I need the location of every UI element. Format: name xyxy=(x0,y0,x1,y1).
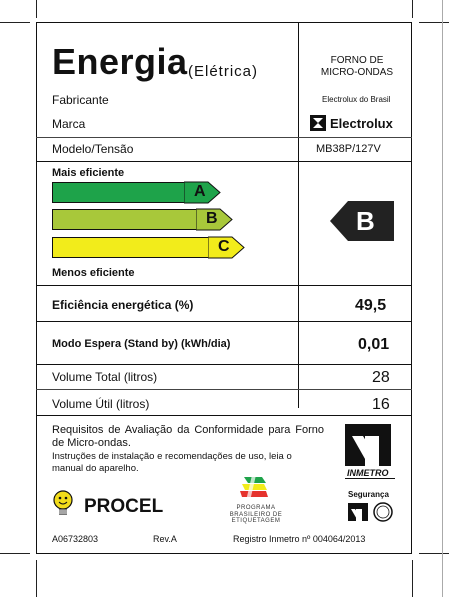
crop-mark xyxy=(419,22,449,23)
crop-mark xyxy=(442,0,443,597)
rating-letter: B xyxy=(356,206,375,236)
divider xyxy=(36,321,412,322)
eficiencia-value: 49,5 xyxy=(355,297,387,314)
standby-value: 0,01 xyxy=(358,336,390,353)
volume-total-value: 28 xyxy=(372,369,390,386)
programa-text xyxy=(226,505,286,525)
class-bar-c-fill xyxy=(52,237,209,258)
footer-rev: Rev.A xyxy=(153,534,177,544)
label-title: Energia xyxy=(52,41,188,82)
programa-etiquetagem-icon xyxy=(236,473,272,503)
class-letter-b: B xyxy=(206,210,218,227)
modelo-value: MB38P/127V xyxy=(316,143,381,155)
footer-registro: Registro Inmetro nº 004064/2013 xyxy=(233,534,366,544)
column-divider xyxy=(298,22,299,408)
crop-mark xyxy=(36,560,37,597)
electrolux-icon xyxy=(310,115,326,131)
inmetro-logo-icon xyxy=(343,422,393,468)
seguranca-seal-icon xyxy=(346,501,396,523)
modelo-label: Modelo/Tensão xyxy=(52,142,134,156)
crop-mark xyxy=(0,22,30,23)
divider xyxy=(36,137,412,138)
class-bar-a-fill xyxy=(52,182,185,203)
instructions-text: Instruções de instalação e recomendações de uso, leia o manual do aparelho. xyxy=(52,451,292,474)
fabricante-label: Fabricante xyxy=(52,93,109,107)
product-type-line2: MICRO-ONDAS xyxy=(320,67,394,78)
brand-logo xyxy=(310,113,393,133)
footer-code: A06732803 xyxy=(52,534,99,544)
marca-label: Marca xyxy=(52,117,86,131)
crop-mark xyxy=(0,553,30,554)
divider xyxy=(36,364,412,365)
programa-line1: PROGRAMA xyxy=(236,505,276,511)
crop-mark xyxy=(412,0,413,18)
divider xyxy=(345,478,395,479)
crop-mark xyxy=(36,0,37,18)
requirements-text: Requisitos de Avaliação da Conformidade para Forno de Micro-ondas. xyxy=(52,424,324,449)
fabricante-value: Electrolux do Brasil xyxy=(322,95,391,104)
eficiencia-label: Eficiência energética (%) xyxy=(52,298,194,312)
programa-line2: BRASILEIRO DE xyxy=(229,511,283,518)
divider xyxy=(36,161,412,162)
procel-lightbulb-icon xyxy=(52,490,74,518)
procel-text: PROCEL xyxy=(84,496,164,517)
divider xyxy=(36,285,412,286)
volume-total-label: Volume Total (litros) xyxy=(52,370,158,384)
marca-value: Electrolux xyxy=(330,115,393,131)
standby-label: Modo Espera (Stand by) (kWh/dia) xyxy=(52,338,231,350)
divider xyxy=(36,389,412,390)
inmetro-text: INMETRO xyxy=(347,468,389,478)
crop-mark xyxy=(419,553,449,554)
divider xyxy=(36,415,412,416)
volume-util-label: Volume Útil (litros) xyxy=(52,397,150,411)
seguranca-text: Segurança xyxy=(348,490,389,499)
product-type-line1: FORNO DE xyxy=(330,55,384,66)
scale-top-label: Mais eficiente xyxy=(52,167,125,179)
scale-bottom-label: Menos eficiente xyxy=(52,267,135,279)
class-letter-a: A xyxy=(194,183,206,200)
class-bar-b-fill xyxy=(52,209,197,230)
crop-mark xyxy=(412,560,413,597)
class-letter-c: C xyxy=(218,238,230,255)
product-type xyxy=(305,55,409,79)
volume-util-value: 16 xyxy=(372,396,390,413)
label-subtitle: (Elétrica) xyxy=(188,63,259,80)
programa-line3: ETIQUETAGEM xyxy=(231,518,281,524)
